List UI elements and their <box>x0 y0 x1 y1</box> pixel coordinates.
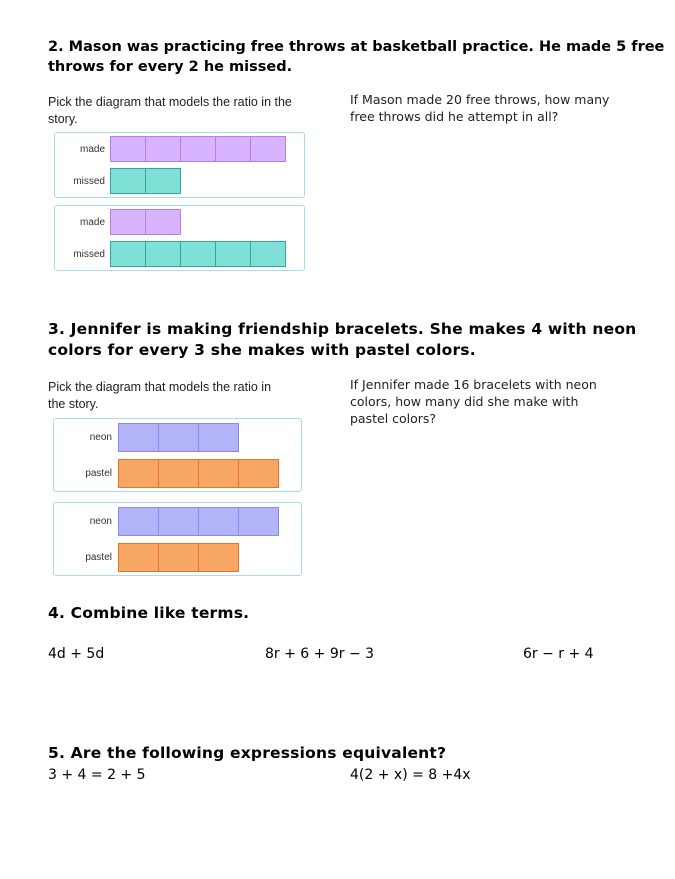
missed-bar <box>110 168 182 194</box>
neon-segment <box>118 423 159 452</box>
row-label-neon: neon <box>89 516 112 527</box>
q5-expression-1: 3 + 4 = 2 + 5 <box>48 767 146 783</box>
q5-title: 5. Are the following expressions equivalent? <box>48 744 447 762</box>
row-label-made: made <box>79 217 105 228</box>
row-label-pastel: pastel <box>85 468 112 479</box>
q3-prompt: Pick the diagram that models the ratio in the story. <box>48 380 272 411</box>
q3-option-1[interactable] <box>53 418 302 492</box>
made-bar <box>110 136 289 162</box>
pastel-segment <box>158 543 199 572</box>
missed-segment <box>110 168 146 194</box>
neon-bar <box>118 507 282 536</box>
made-bar <box>110 209 182 235</box>
made-segment <box>145 136 181 162</box>
neon-segment <box>198 507 239 536</box>
made-segment <box>110 136 146 162</box>
pastel-segment <box>198 543 239 572</box>
q2-prompt: Pick the diagram that models the ratio in the story. <box>48 95 292 126</box>
q2-option-2[interactable] <box>54 205 305 271</box>
row-label-pastel: pastel <box>85 552 112 563</box>
missed-segment <box>250 241 286 267</box>
q4-expression-3: 6r − r + 4 <box>523 646 594 662</box>
neon-segment <box>158 507 199 536</box>
q3-title: 3. Jennifer is making friendship bracelets. She makes 4 with neon colors for every 3 she makes with pastel colors. <box>48 320 637 359</box>
row-label-missed: missed <box>73 176 105 187</box>
q3-option-2[interactable] <box>53 502 302 576</box>
missed-segment <box>110 241 146 267</box>
q4-expression-2: 8r + 6 + 9r − 3 <box>265 646 375 662</box>
made-segment <box>250 136 286 162</box>
pastel-segment <box>238 459 279 488</box>
row-label-made: made <box>79 144 105 155</box>
q2-option-1[interactable] <box>54 132 305 198</box>
pastel-segment <box>118 459 159 488</box>
neon-segment <box>238 507 279 536</box>
pastel-segment <box>198 459 239 488</box>
q3-side-question: If Jennifer made 16 bracelets with neon colors, how many did she make with pastel colors? <box>350 377 597 426</box>
missed-segment <box>145 241 181 267</box>
neon-segment <box>198 423 239 452</box>
pastel-segment <box>158 459 199 488</box>
made-segment <box>145 209 181 235</box>
neon-bar <box>118 423 241 452</box>
made-segment <box>215 136 251 162</box>
q2-side-question: If Mason made 20 free throws, how many free throws did he attempt in all? <box>350 92 610 124</box>
q4-expression-1: 4d + 5d <box>48 646 105 662</box>
q5-expression-2: 4(2 + x) = 8 +4x <box>350 767 471 783</box>
row-label-missed: missed <box>73 249 105 260</box>
missed-segment <box>180 241 216 267</box>
missed-segment <box>145 168 181 194</box>
missed-segment <box>215 241 251 267</box>
row-label-neon: neon <box>89 432 112 443</box>
neon-segment <box>118 507 159 536</box>
made-segment <box>180 136 216 162</box>
missed-bar <box>110 241 289 267</box>
q2-title: 2. Mason was practicing free throws at basketball practice. He made 5 free throws for every 2 he missed. <box>48 39 665 75</box>
pastel-bar <box>118 459 282 488</box>
made-segment <box>110 209 146 235</box>
q4-title: 4. Combine like terms. <box>48 604 250 622</box>
neon-segment <box>158 423 199 452</box>
pastel-segment <box>118 543 159 572</box>
pastel-bar <box>118 543 241 572</box>
